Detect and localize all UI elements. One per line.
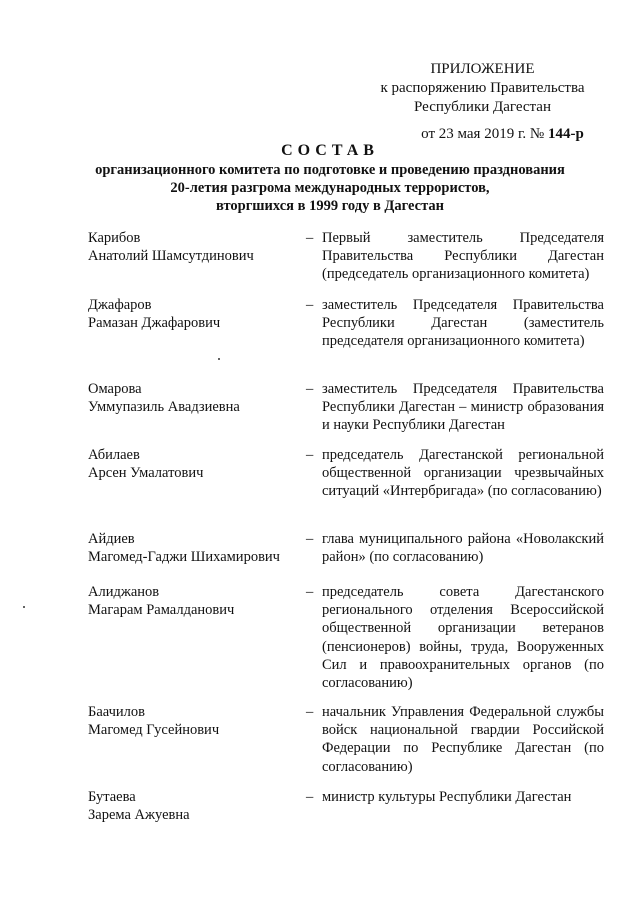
member-name bbox=[88, 380, 293, 416]
member-surname: Омарова bbox=[88, 381, 142, 397]
member-surname: Баачилов bbox=[88, 704, 146, 720]
member-given-name: Зарема Ажуевна bbox=[88, 807, 190, 824]
heading-line-1: организационного комитета по подготовке и проведению празднования bbox=[95, 162, 565, 178]
member-given-name: Магомед-Гаджи Шихамирович bbox=[88, 549, 280, 566]
dash-separator: – bbox=[306, 230, 314, 246]
dash-separator: – bbox=[306, 531, 314, 547]
member-given-name: Магарам Рамалданович bbox=[88, 602, 235, 619]
member-name bbox=[88, 788, 293, 824]
member-role: заместитель Председателя Правительства Республики Дагестан – министр образования и науки Республики Дагестан bbox=[322, 381, 604, 434]
document-heading bbox=[60, 141, 600, 215]
member-role: начальник Управления Федеральной службы войск национальной гвардии Российской Федерации по Республике Дагестан (по согласованию) bbox=[322, 704, 604, 775]
member-name bbox=[88, 446, 293, 482]
appendix-title: ПРИЛОЖЕНИЕ bbox=[430, 61, 535, 77]
member-name bbox=[88, 229, 293, 265]
member-given-name: Анатолий Шамсутдинович bbox=[88, 248, 254, 265]
member-given-name: Магомед Гусейнович bbox=[88, 722, 220, 739]
scan-speck bbox=[218, 358, 220, 360]
member-name bbox=[88, 296, 293, 332]
dash-separator: – bbox=[306, 447, 314, 463]
appendix-line-1: к распоряжению Правительства bbox=[380, 80, 585, 96]
appendix-line-2: Республики Дагестан bbox=[414, 99, 551, 115]
member-given-name: Рамазан Джафарович bbox=[88, 315, 221, 332]
member-surname: Абилаев bbox=[88, 447, 140, 463]
member-role: председатель совета Дагестанского регионального отделения Всероссийской общественной организации ветеранов (пенсионеров) войны, труда, Вооруженных Сил и правоохранительных органов (по согласованию) bbox=[322, 584, 604, 692]
member-role: Первый заместитель Председателя Правительства Республики Дагестан (председатель организационного комитета) bbox=[322, 230, 604, 283]
member-surname: Айдиев bbox=[88, 531, 135, 547]
member-name bbox=[88, 703, 293, 739]
dash-separator: – bbox=[306, 584, 314, 600]
appendix-header bbox=[345, 60, 620, 144]
member-given-name: Уммупазиль Авадзиевна bbox=[88, 399, 240, 416]
document-title: СОСТАВ bbox=[281, 142, 379, 159]
heading-line-3: вторгшихся в 1999 году в Дагестан bbox=[215, 198, 444, 214]
member-role: председатель Дагестанской региональной общественной организации чрезвычайных ситуаций «Интербригада» (по согласованию) bbox=[322, 447, 604, 500]
scan-speck bbox=[23, 606, 25, 608]
member-name bbox=[88, 583, 293, 619]
dash-separator: – bbox=[306, 381, 314, 397]
member-role: министр культуры Республики Дагестан bbox=[322, 789, 572, 805]
dash-separator: – bbox=[306, 297, 314, 313]
appendix-number: 144-р bbox=[547, 126, 584, 142]
member-surname: Карибов bbox=[88, 230, 141, 246]
member-surname: Джафаров bbox=[88, 297, 152, 313]
member-surname: Алиджанов bbox=[88, 584, 160, 600]
member-role: заместитель Председателя Правительства Республики Дагестан (заместитель председателя организационного комитета) bbox=[322, 297, 604, 350]
dash-separator: – bbox=[306, 704, 314, 720]
member-name bbox=[88, 530, 293, 566]
dash-separator: – bbox=[306, 789, 314, 805]
heading-line-2: 20-летия разгрома международных террористов, bbox=[170, 180, 490, 196]
member-role: глава муниципального района «Новолакский район» (по согласованию) bbox=[322, 531, 604, 566]
member-surname: Бутаева bbox=[88, 789, 136, 805]
member-given-name: Арсен Умалатович bbox=[88, 465, 204, 482]
appendix-date-prefix: от 23 мая 2019 г. № bbox=[421, 126, 545, 142]
